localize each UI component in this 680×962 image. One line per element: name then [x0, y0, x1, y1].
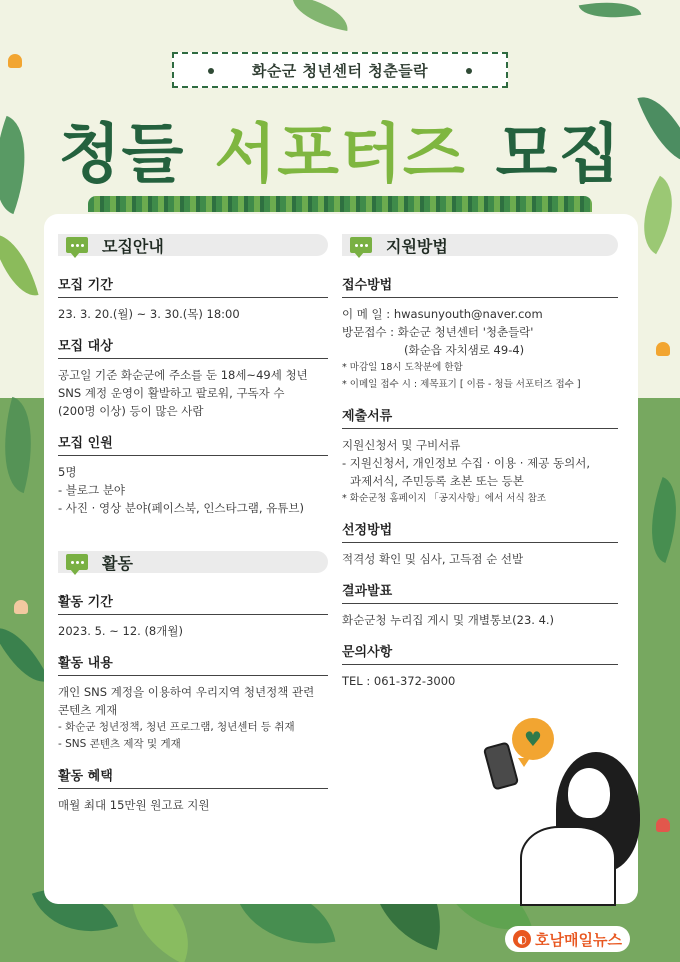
banner-dot	[466, 68, 472, 74]
target-line: SNS 계정 운영이 활발하고 팔로워, 구독자 수	[58, 386, 285, 400]
organizer-name: 화순군 청년센터 청춘들락	[251, 61, 429, 80]
flower-decoration	[14, 600, 28, 614]
submission-documents	[342, 405, 618, 507]
result-announcement	[342, 580, 618, 629]
method-line: 방문접수 : 화순군 청년센터 '청춘들락'	[342, 325, 534, 339]
flower-decoration	[8, 54, 22, 68]
contact-info	[342, 641, 618, 690]
activity-period-value: 2023. 5. ~ 12. (8개월)	[58, 624, 183, 638]
heart-bubble-icon	[512, 718, 554, 760]
period-value: 23. 3. 20.(월) ~ 3. 30.(목) 18:00	[58, 307, 240, 321]
speech-bubble-icon	[66, 554, 88, 570]
method-line: (화순읍 자치샘로 49-4)	[404, 343, 525, 357]
title-part-3: 모집	[495, 118, 622, 192]
contact-phone: TEL : 061-372-3000	[342, 674, 456, 688]
grass-border	[88, 196, 592, 212]
title-part-1: 청들	[58, 118, 185, 192]
flower-decoration	[656, 818, 670, 832]
subsection-title: 결과발표	[342, 580, 618, 604]
section-header-activity	[58, 551, 328, 573]
person-illustration-body	[520, 826, 616, 906]
speech-bubble-icon	[66, 237, 88, 253]
activity-period	[58, 591, 328, 640]
section-title: 지원방법	[386, 236, 448, 256]
docs-line: - 지원신청서, 개인정보 수집 · 이용 · 제공 동의서,	[342, 456, 590, 470]
leaf-decoration	[0, 227, 39, 302]
page-title	[0, 104, 680, 194]
docs-note: * 화순군청 홈페이지 「공지사항」에서 서식 참조	[342, 493, 547, 504]
selection-method	[342, 519, 618, 568]
subsection-title: 문의사항	[342, 641, 618, 665]
leaf-decoration	[288, 0, 352, 31]
content-sub-line: - SNS 콘텐츠 제작 및 게재	[58, 738, 181, 750]
section-header-recruitment	[58, 234, 328, 256]
logo-mark-icon: ◐	[513, 930, 531, 948]
heart-icon: ♥	[524, 727, 542, 751]
target-line: (200명 이상) 등이 많은 사람	[58, 404, 204, 418]
flower-decoration	[656, 342, 670, 356]
recruitment-target	[58, 335, 328, 420]
recruitment-period	[58, 274, 328, 323]
docs-line: 지원신청서 및 구비서류	[342, 438, 461, 452]
section-title: 모집안내	[102, 236, 164, 256]
docs-line: 과제서식, 주민등록 초본 또는 등본	[350, 474, 524, 488]
subsection-title: 제출서류	[342, 405, 618, 429]
logo-text: 호남매일뉴스	[535, 930, 622, 949]
headcount-line: - 사진 · 영상 분야(페이스북, 인스타그램, 유튜브)	[58, 501, 304, 515]
benefit-value: 매월 최대 15만원 원고료 지원	[58, 798, 210, 812]
result-value: 화순군청 누리집 게시 및 개별통보(23. 4.)	[342, 613, 555, 627]
section-header-application	[342, 234, 618, 256]
selection-value: 적격성 확인 및 심사, 고득점 순 선발	[342, 552, 524, 566]
title-part-2: 서포터즈	[214, 118, 466, 192]
right-column	[342, 234, 618, 702]
method-note: * 이메일 접수 시 : 제목표기 [ 이름 - 청들 서포터즈 접수 ]	[342, 379, 581, 390]
person-illustration-face	[566, 766, 612, 820]
subsection-title: 활동 혜택	[58, 765, 328, 789]
subsection-title: 선정방법	[342, 519, 618, 543]
subsection-title: 접수방법	[342, 274, 618, 298]
activity-content	[58, 652, 328, 753]
method-note: * 마감일 18시 도착분에 한함	[342, 362, 463, 373]
left-column	[58, 234, 328, 826]
news-logo	[505, 926, 630, 952]
content-line: 콘텐츠 게재	[58, 703, 118, 717]
activity-benefit	[58, 765, 328, 814]
banner-dot	[208, 68, 214, 74]
content-sub-line: - 화순군 청년정책, 청년 프로그램, 청년센터 등 취재	[58, 721, 295, 733]
application-method	[342, 274, 618, 393]
content-line: 개인 SNS 계정을 이용하여 우리지역 청년정책 관련	[58, 685, 315, 699]
info-card	[44, 214, 638, 904]
headcount-line: - 블로그 분야	[58, 483, 126, 497]
subsection-title: 활동 기간	[58, 591, 328, 615]
target-line: 공고일 기준 화순군에 주소를 둔 18세~49세 청년	[58, 368, 308, 382]
headcount-line: 5명	[58, 465, 77, 479]
organizer-banner	[172, 52, 508, 88]
section-title: 활동	[102, 553, 133, 573]
recruitment-headcount	[58, 432, 328, 517]
leaf-decoration	[579, 0, 642, 25]
subsection-title: 모집 대상	[58, 335, 328, 359]
subsection-title: 활동 내용	[58, 652, 328, 676]
speech-bubble-icon	[350, 237, 372, 253]
method-line: 이 메 일 : hwasunyouth@naver.com	[342, 307, 543, 321]
subsection-title: 모집 기간	[58, 274, 328, 298]
subsection-title: 모집 인원	[58, 432, 328, 456]
